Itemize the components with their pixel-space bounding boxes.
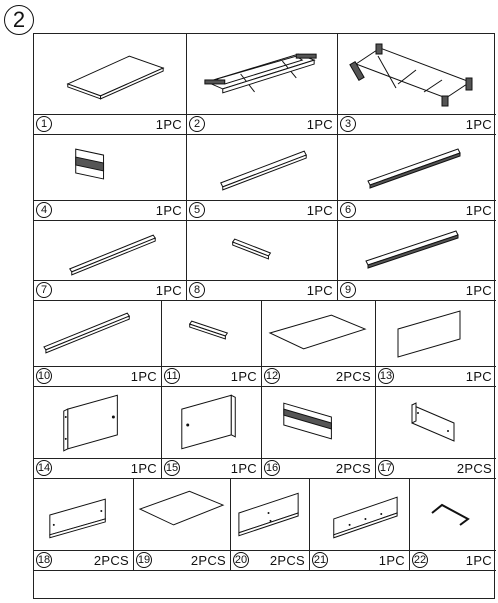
hex-key-icon	[410, 479, 496, 551]
part-quantity: 1PC	[306, 203, 333, 218]
rail-icon	[34, 301, 161, 367]
step-number: 2	[4, 5, 34, 35]
part-16	[262, 387, 376, 479]
part-number: 18	[36, 552, 52, 568]
top-panel-icon	[34, 34, 186, 115]
part-label	[34, 114, 186, 134]
part-3	[338, 34, 496, 135]
part-quantity: 1PC	[465, 203, 492, 218]
part-label	[34, 280, 186, 300]
part-22	[410, 479, 496, 571]
part-label	[376, 458, 496, 478]
part-label	[34, 200, 186, 220]
part-quantity: 1PC	[230, 369, 257, 384]
part-number: 2	[189, 116, 205, 132]
part-quantity: 1PC	[465, 117, 492, 132]
part-label	[338, 200, 496, 220]
part-number: 17	[378, 460, 394, 476]
part-8	[187, 221, 338, 301]
part-quantity: 1PC	[465, 553, 492, 568]
part-label	[34, 550, 133, 570]
board-icon	[231, 479, 309, 551]
part-label	[187, 280, 337, 300]
part-label	[231, 550, 309, 570]
short-rail-icon	[162, 301, 261, 367]
board-icon	[34, 479, 133, 551]
part-quantity: 1PC	[155, 203, 182, 218]
part-label	[162, 458, 261, 478]
door-panel-icon	[162, 387, 261, 459]
part-number: 4	[36, 202, 52, 218]
part-quantity: 1PC	[378, 553, 405, 568]
part-quantity: 1PC	[155, 283, 182, 298]
part-11	[162, 301, 262, 387]
frame-icon	[338, 34, 496, 115]
part-number: 22	[412, 552, 428, 568]
part-number: 12	[264, 368, 280, 384]
part-label	[187, 114, 337, 134]
part-quantity: 1PC	[465, 369, 492, 384]
part-quantity: 2PCS	[269, 553, 305, 568]
part-5	[187, 135, 338, 221]
part-quantity: 1PC	[155, 117, 182, 132]
part-number: 11	[164, 368, 180, 384]
part-quantity: 2PCS	[93, 553, 129, 568]
part-number: 13	[378, 368, 394, 384]
part-12	[262, 301, 376, 387]
part-number: 21	[312, 552, 328, 568]
part-7	[34, 221, 187, 301]
rail-icon	[338, 135, 496, 201]
part-label	[262, 458, 375, 478]
part-20	[231, 479, 310, 571]
short-rail-icon	[187, 221, 337, 281]
part-14	[34, 387, 162, 479]
part-label	[187, 200, 337, 220]
part-number: 15	[164, 460, 180, 476]
part-number: 6	[340, 202, 356, 218]
part-label	[162, 366, 261, 386]
part-number: 20	[233, 552, 249, 568]
part-label	[410, 550, 496, 570]
end-board-icon	[376, 387, 496, 459]
part-number: 1	[36, 116, 52, 132]
part-6	[338, 135, 496, 221]
part-number: 8	[189, 282, 205, 298]
part-17	[376, 387, 496, 479]
part-quantity: 2PCS	[335, 461, 371, 476]
part-19	[134, 479, 231, 571]
thin-sheet-icon	[134, 479, 230, 551]
part-1	[34, 34, 187, 135]
part-number: 10	[36, 368, 52, 384]
part-label	[310, 550, 409, 570]
part-quantity: 1PC	[465, 283, 492, 298]
slotted-block-icon	[34, 135, 186, 201]
part-label	[338, 280, 496, 300]
board-icon	[310, 479, 409, 551]
part-9	[338, 221, 496, 301]
part-number: 19	[136, 552, 152, 568]
door-panel-icon	[34, 387, 161, 459]
part-label	[34, 458, 161, 478]
part-number: 7	[36, 282, 52, 298]
thin-sheet-icon	[262, 301, 375, 367]
part-quantity: 2PCS	[190, 553, 226, 568]
blank-row	[34, 571, 494, 599]
part-quantity: 2PCS	[335, 369, 371, 384]
part-number: 5	[189, 202, 205, 218]
rail-icon	[34, 221, 186, 281]
part-4	[34, 135, 187, 221]
part-number: 14	[36, 460, 52, 476]
rail-icon	[187, 135, 337, 201]
part-quantity: 2PCS	[456, 461, 492, 476]
part-quantity: 1PC	[306, 117, 333, 132]
part-label	[262, 366, 375, 386]
slotted-board-icon	[262, 387, 375, 459]
parts-sheet	[33, 33, 495, 599]
part-21	[310, 479, 410, 571]
rail-icon	[338, 221, 496, 281]
part-18	[34, 479, 134, 571]
part-10	[34, 301, 162, 387]
thin-sheet-icon	[376, 301, 496, 367]
part-number: 3	[340, 116, 356, 132]
part-quantity: 1PC	[306, 283, 333, 298]
part-label	[34, 366, 161, 386]
part-label	[338, 114, 496, 134]
part-2	[187, 34, 338, 135]
part-quantity: 1PC	[230, 461, 257, 476]
part-quantity: 1PC	[130, 461, 157, 476]
part-15	[162, 387, 262, 479]
part-label	[134, 550, 230, 570]
part-number: 16	[264, 460, 280, 476]
part-13	[376, 301, 496, 387]
part-quantity: 1PC	[130, 369, 157, 384]
part-number: 9	[340, 282, 356, 298]
frame-icon	[187, 34, 337, 115]
part-label	[376, 366, 496, 386]
